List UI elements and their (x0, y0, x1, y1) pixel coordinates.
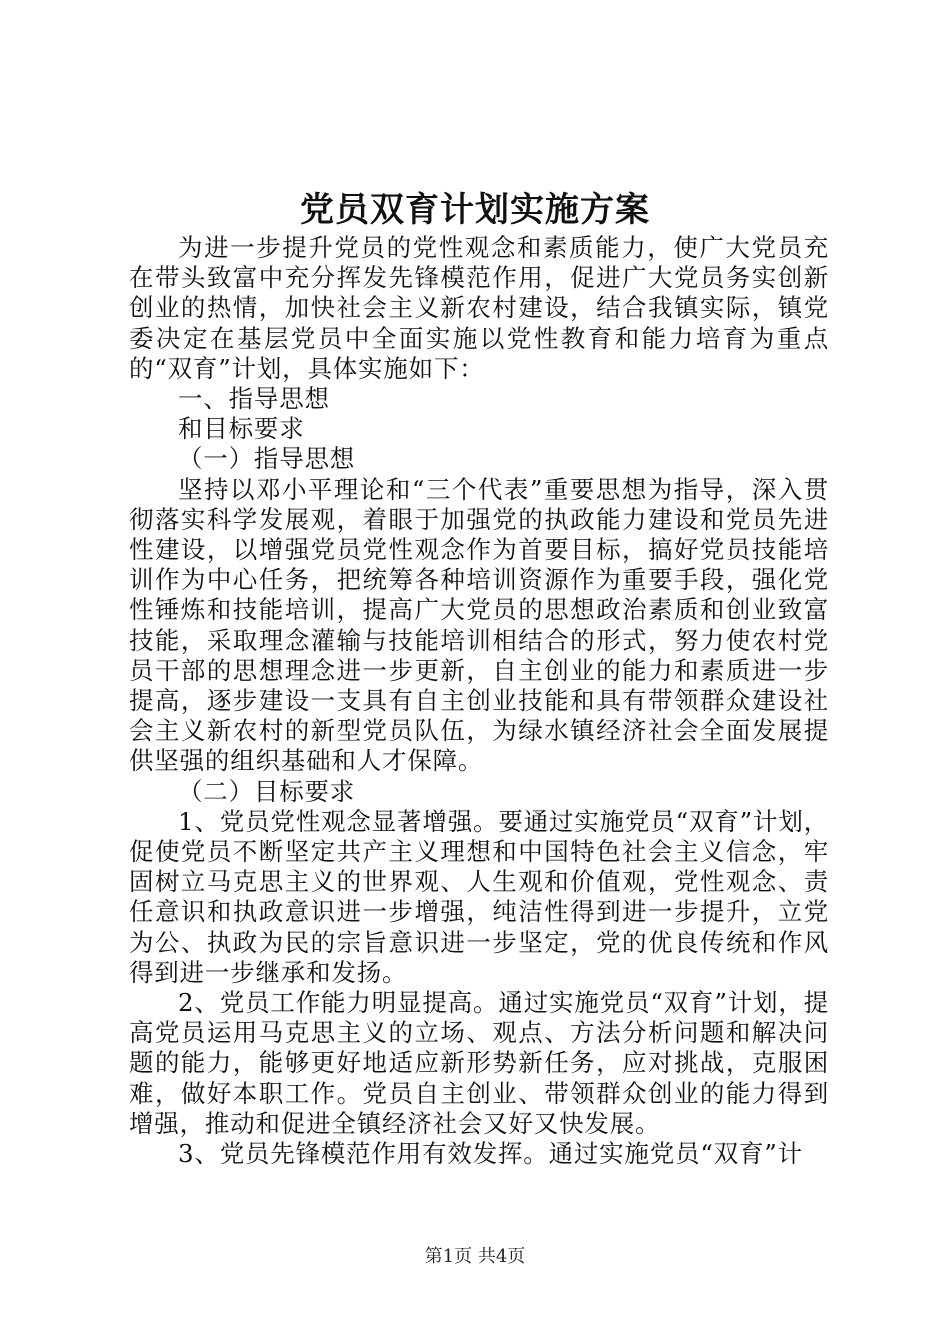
section-heading-continuation: 和目标要求 (178, 414, 305, 444)
page-footer: 第1页 共4页 (424, 1246, 526, 1267)
section-heading-guiding-ideology: 一、指导思想 (178, 384, 330, 414)
goal-item-1: 1、党员党性观念显著增强。要通过实施党员“双育”计划，促使党员不断坚定共产主义理想和中国特色社会主义信念，牢固树立马克思主义的世界观、人生观和价值观，党性观念、责任意识和执政意识进一步增强，纯洁性得到进一步提升，立党为公、执政为民的宗旨意识进一步坚定，党的优良传统和作风得到进一步继承和发扬。 (129, 806, 829, 987)
goal-item-3: 3、党员先锋模范作用有效发挥。通过实施党员“双育”计 (178, 1139, 803, 1169)
document-title: 党员双育计划实施方案 (300, 190, 650, 230)
intro-paragraph: 为进一步提升党员的党性观念和素质能力，使广大党员充在带头致富中充分挥发先锋模范作用，促进广大党员务实创新创业的热情，加快社会主义新农村建设，结合我镇实际，镇党委决定在基层党员中全面实施以党性教育和能力培育为重点的“双育”计划，具体实施如下： (129, 233, 829, 383)
subsection-heading-1: （一）指导思想 (178, 444, 356, 474)
subsection-heading-2: （二）目标要求 (178, 776, 356, 806)
goal-item-2: 2、党员工作能力明显提高。通过实施党员“双育”计划，提高党员运用马克思主义的立场、观点、方法分析问题和解决问题的能力，能够更好地适应新形势新任务，应对挑战，克服困难，做好本职工作。党员自主创业、带领群众创业的能力得到增强，推动和促进全镇经济社会又好又快发展。 (129, 988, 829, 1138)
document-body (129, 233, 829, 1169)
guiding-ideology-paragraph: 坚持以邓小平理论和“三个代表”重要思想为指导，深入贯彻落实科学发展观，着眼于加强党的执政能力建设和党员先进性建设，以增强党员党性观念作为首要目标，搞好党员技能培训作为中心任务，把统筹各种培训资源作为重要手段，强化党性锤炼和技能培训，提高广大党员的思想政治素质和创业致富技能，采取理念灌输与技能培训相结合的形式，努力使农村党员干部的思想理念进一步更新，自主创业的能力和素质进一步提高，逐步建设一支具有自主创业技能和具有带领群众建设社会主义新农村的新型党员队伍，为绿水镇经济社会全面发展提供坚强的组织基础和人才保障。 (129, 474, 829, 776)
